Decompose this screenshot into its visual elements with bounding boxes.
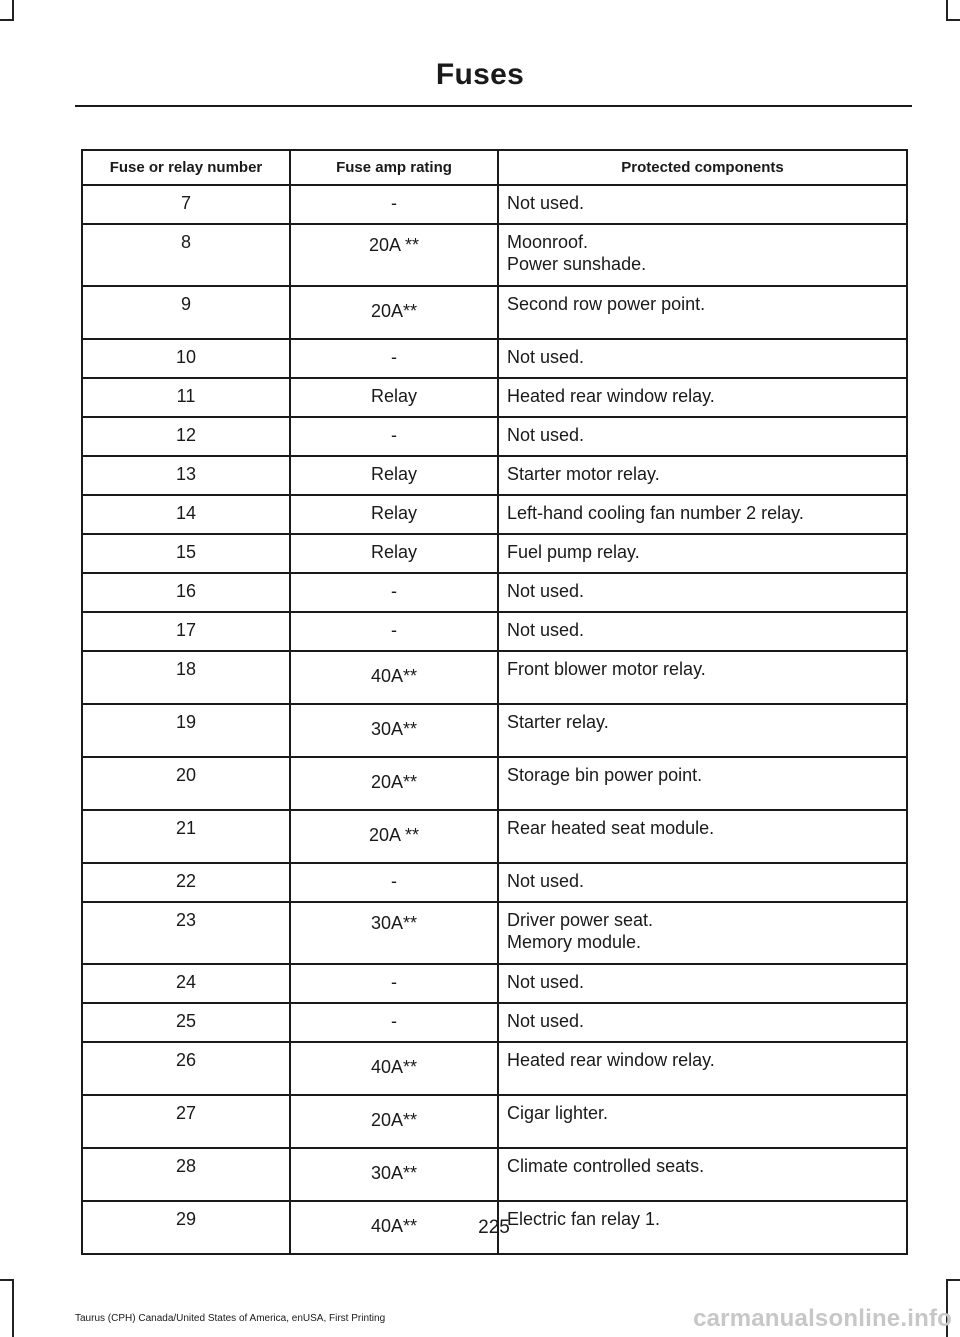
protected-components <box>498 339 907 378</box>
component-line: Driver power seat. <box>507 910 654 930</box>
table-row <box>82 810 907 863</box>
amp-rating: 40A** <box>290 1201 498 1254</box>
crop-mark <box>0 19 14 21</box>
table-row <box>82 651 907 704</box>
component-line: Moonroof. <box>507 232 589 252</box>
protected-components <box>498 534 907 573</box>
table-row <box>82 417 907 456</box>
fuse-table <box>81 149 908 1255</box>
amp-rating: - <box>290 339 498 378</box>
component-line: Not used. <box>507 620 585 640</box>
column-header-protected-components: Protected components <box>498 150 907 185</box>
fuse-number: 19 <box>82 704 290 757</box>
fuse-number: 15 <box>82 534 290 573</box>
protected-components <box>498 1003 907 1042</box>
fuse-number: 24 <box>82 964 290 1003</box>
crop-mark <box>946 1279 960 1281</box>
amp-rating: - <box>290 612 498 651</box>
protected-components <box>498 456 907 495</box>
amp-rating: Relay <box>290 378 498 417</box>
component-line: Memory module. <box>507 932 642 952</box>
amp-rating: 30A** <box>290 1148 498 1201</box>
component-line: Rear heated seat module. <box>507 818 715 838</box>
component-line: Not used. <box>507 972 585 992</box>
table-row <box>82 185 907 224</box>
table-header-row <box>82 150 907 185</box>
amp-rating: - <box>290 964 498 1003</box>
amp-rating: 20A** <box>290 757 498 810</box>
fuse-number: 22 <box>82 863 290 902</box>
protected-components <box>498 902 907 964</box>
protected-components <box>498 1095 907 1148</box>
component-line: Not used. <box>507 1011 585 1031</box>
component-line: Fuel pump relay. <box>507 542 640 562</box>
amp-rating: - <box>290 1003 498 1042</box>
component-line: Starter motor relay. <box>507 464 660 484</box>
fuse-number: 16 <box>82 573 290 612</box>
amp-rating: 40A** <box>290 1042 498 1095</box>
amp-rating: - <box>290 185 498 224</box>
fuse-number: 23 <box>82 902 290 964</box>
fuse-number: 7 <box>82 185 290 224</box>
table-row <box>82 573 907 612</box>
amp-rating: Relay <box>290 534 498 573</box>
fuse-number: 12 <box>82 417 290 456</box>
fuse-number: 28 <box>82 1148 290 1201</box>
crop-mark <box>12 0 14 20</box>
crop-mark <box>946 19 960 21</box>
component-line: Not used. <box>507 347 585 367</box>
protected-components <box>498 651 907 704</box>
fuse-number: 27 <box>82 1095 290 1148</box>
table-row <box>82 339 907 378</box>
table-row <box>82 286 907 339</box>
page-title: Fuses <box>435 58 525 91</box>
component-line: Front blower motor relay. <box>507 659 706 679</box>
amp-rating: 20A ** <box>290 224 498 286</box>
protected-components <box>498 612 907 651</box>
component-line: Climate controlled seats. <box>507 1156 705 1176</box>
table-row <box>82 495 907 534</box>
table-row <box>82 456 907 495</box>
component-line: Electric fan relay 1. <box>507 1209 661 1229</box>
component-line: Not used. <box>507 871 585 891</box>
component-line: Cigar lighter. <box>507 1103 609 1123</box>
amp-rating: 30A** <box>290 902 498 964</box>
protected-components <box>498 185 907 224</box>
protected-components <box>498 417 907 456</box>
crop-mark <box>12 1279 14 1337</box>
table-row <box>82 534 907 573</box>
fuse-number: 18 <box>82 651 290 704</box>
fuse-number: 11 <box>82 378 290 417</box>
protected-components <box>498 573 907 612</box>
protected-components <box>498 757 907 810</box>
amp-rating: 20A ** <box>290 810 498 863</box>
table-row <box>82 224 907 286</box>
amp-rating: Relay <box>290 495 498 534</box>
fuse-number: 9 <box>82 286 290 339</box>
component-line: Left-hand cooling fan number 2 relay. <box>507 503 804 523</box>
component-line: Heated rear window relay. <box>507 386 715 406</box>
component-line: Storage bin power point. <box>507 765 703 785</box>
amp-rating: Relay <box>290 456 498 495</box>
protected-components <box>498 863 907 902</box>
protected-components <box>498 1042 907 1095</box>
amp-rating: - <box>290 573 498 612</box>
amp-rating: 20A** <box>290 1095 498 1148</box>
amp-rating: - <box>290 863 498 902</box>
table-row <box>82 612 907 651</box>
fuse-number: 13 <box>82 456 290 495</box>
protected-components <box>498 1148 907 1201</box>
component-line: Second row power point. <box>507 294 706 314</box>
protected-components <box>498 224 907 286</box>
component-line: Not used. <box>507 193 585 213</box>
table-row <box>82 1003 907 1042</box>
fuse-number: 25 <box>82 1003 290 1042</box>
component-line: Not used. <box>507 581 585 601</box>
table-row <box>82 378 907 417</box>
component-line: Not used. <box>507 425 585 445</box>
column-header-amp-rating: Fuse amp rating <box>290 150 498 185</box>
watermark: carmanualsonline.info <box>693 1305 952 1332</box>
fuse-number: 17 <box>82 612 290 651</box>
component-line: Heated rear window relay. <box>507 1050 715 1070</box>
fuse-number: 14 <box>82 495 290 534</box>
title-divider <box>75 105 912 107</box>
amp-rating: 20A** <box>290 286 498 339</box>
fuse-number: 26 <box>82 1042 290 1095</box>
protected-components <box>498 378 907 417</box>
fuse-table-body <box>82 185 907 1254</box>
fuse-number: 10 <box>82 339 290 378</box>
table-row <box>82 1148 907 1201</box>
amp-rating: 30A** <box>290 704 498 757</box>
table-row <box>82 1042 907 1095</box>
fuse-number: 29 <box>82 1201 290 1254</box>
table-row <box>82 863 907 902</box>
fuse-number: 8 <box>82 224 290 286</box>
component-line: Starter relay. <box>507 712 609 732</box>
fuse-number: 20 <box>82 757 290 810</box>
amp-rating: 40A** <box>290 651 498 704</box>
protected-components <box>498 704 907 757</box>
protected-components <box>498 964 907 1003</box>
table-row <box>82 902 907 964</box>
page-number: 225 <box>478 1217 510 1238</box>
table-row <box>82 964 907 1003</box>
protected-components <box>498 286 907 339</box>
fuse-number: 21 <box>82 810 290 863</box>
protected-components <box>498 495 907 534</box>
table-row <box>82 1095 907 1148</box>
component-line: Power sunshade. <box>507 254 647 274</box>
column-header-fuse-number: Fuse or relay number <box>82 150 290 185</box>
edition-footer: Taurus (CPH) Canada/United States of America, enUSA, First Printing <box>75 1313 386 1324</box>
amp-rating: - <box>290 417 498 456</box>
table-row <box>82 704 907 757</box>
protected-components <box>498 810 907 863</box>
crop-mark <box>946 0 948 20</box>
table-row <box>82 757 907 810</box>
